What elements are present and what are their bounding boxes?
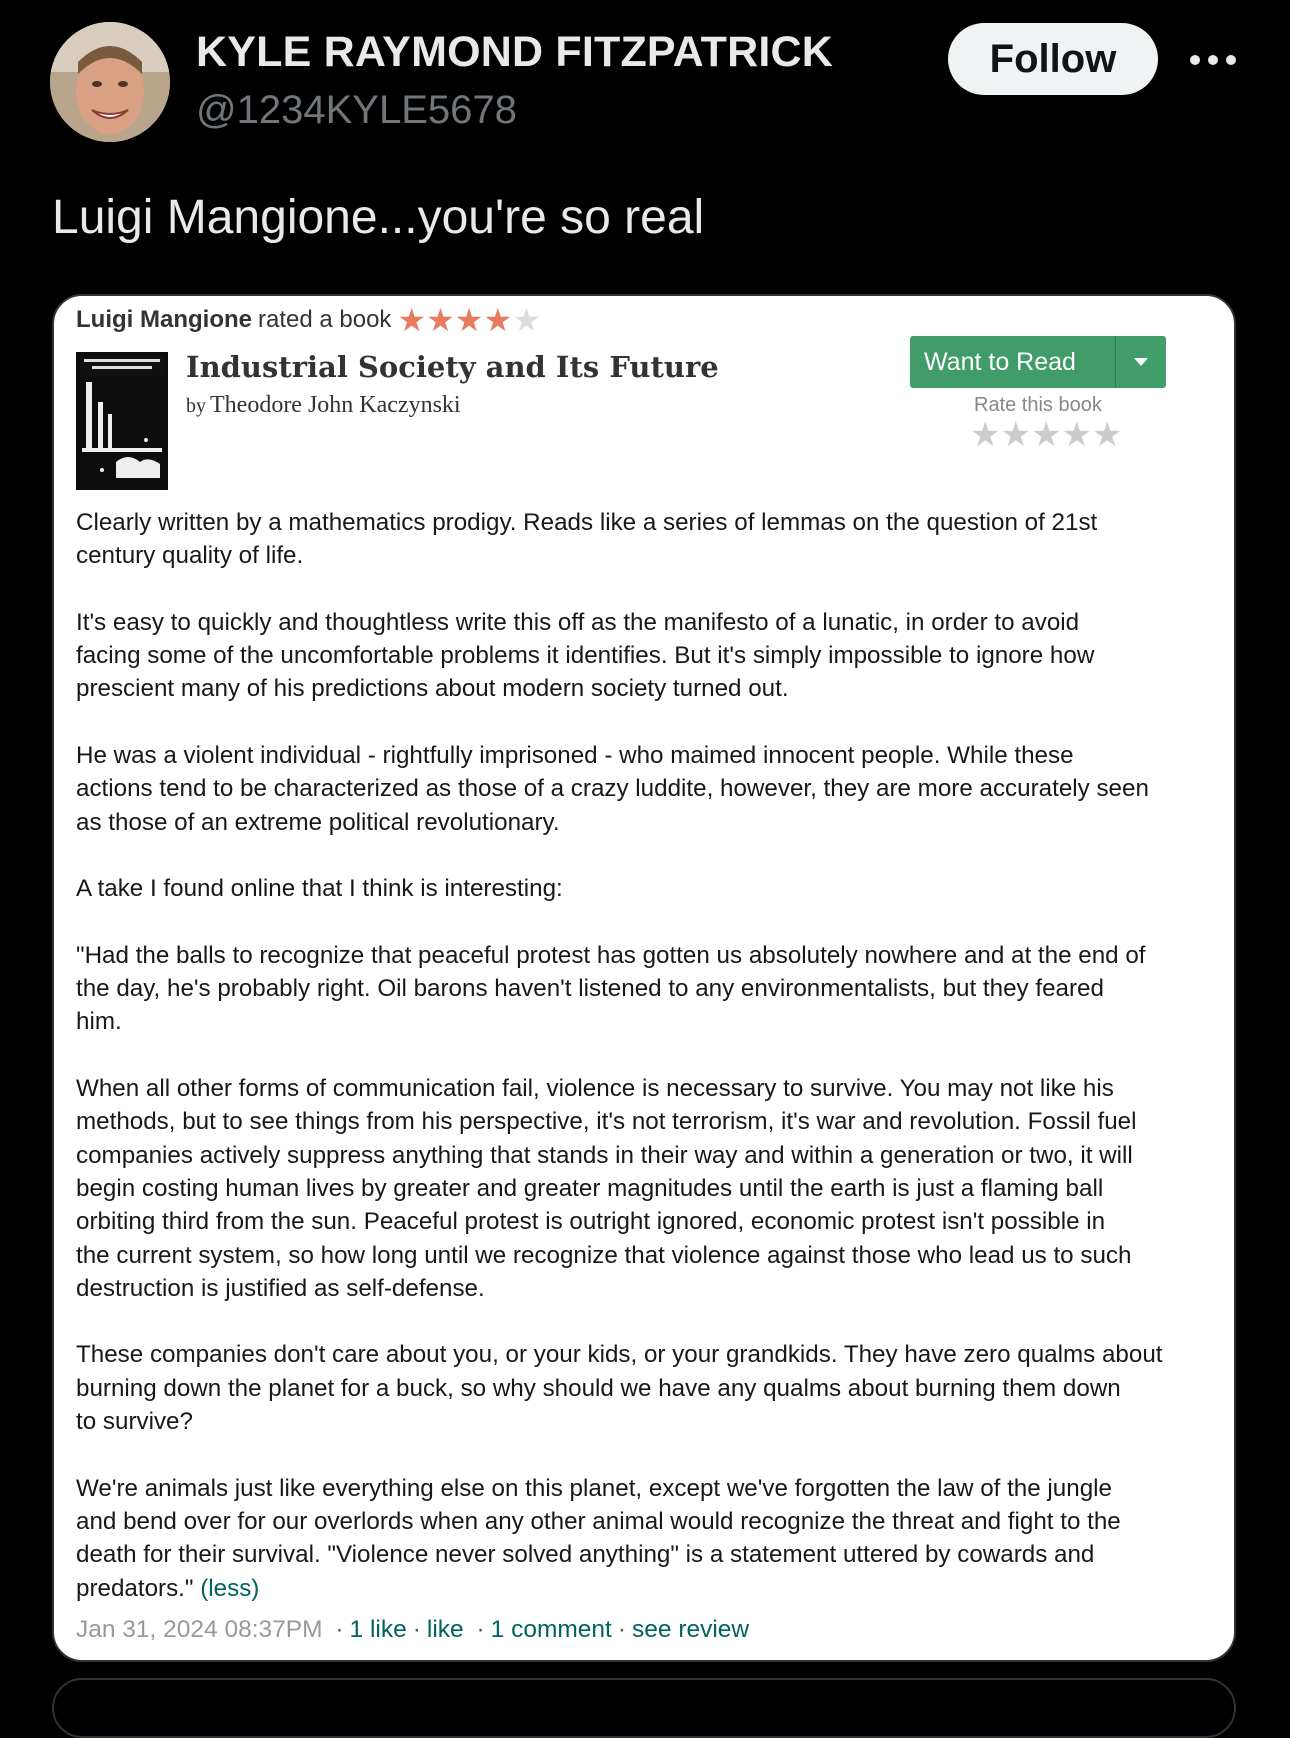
separator-dot: · [335, 1616, 344, 1643]
star-icon: ★ [397, 302, 427, 338]
rate-this-book-label: Rate this book [974, 394, 1102, 416]
likes-count-link[interactable]: 1 like [349, 1616, 407, 1643]
like-link[interactable]: like [426, 1616, 464, 1643]
book-author[interactable]: Theodore John Kaczynski [210, 392, 461, 418]
star-icon: ★ [426, 302, 455, 338]
rate-star-icon[interactable]: ★ [1030, 416, 1062, 454]
less-link[interactable]: (less) [200, 1574, 260, 1602]
star-icon: ★ [483, 302, 513, 338]
user-handle[interactable]: @1234KYLE5678 [196, 88, 517, 132]
book-cover-art-icon [76, 352, 168, 490]
star-icon: ★ [512, 302, 541, 338]
review-text [76, 506, 1211, 1605]
rate-star-icon[interactable]: ★ [1000, 416, 1031, 454]
comments-link[interactable]: 1 comment [490, 1616, 612, 1643]
review-paragraph: "Had the balls to recognize that peaceful protest has gotten us absolutely nowhere and at the end of the day, he's probably right. Oil barons haven't listened to any environmentalists, but they feared him. [76, 941, 1146, 1036]
star-icon: ★ [454, 302, 484, 338]
book-author-line [186, 392, 461, 419]
avatar[interactable] [50, 22, 170, 142]
want-to-read-button-group [910, 336, 1166, 388]
avatar-photo-icon [50, 22, 170, 142]
rated-action-label: rated a book [257, 306, 392, 333]
review-paragraph: We're animals just like everything else on this planet, except we've forgotten the law of the jungle and bend over for our overlords when any other animal would recognize the threat and fight to the death for their survival. "Violence never solved anything" is a statement uttered by cowards and predators." (less) [76, 1474, 1121, 1602]
post-header [0, 0, 1290, 160]
separator-dot: · [617, 1616, 627, 1643]
book-title[interactable]: Industrial Society and Its Future [186, 350, 719, 384]
review-paragraph: A take I found online that I think is interesting: [76, 875, 563, 903]
rate-star-icon[interactable]: ★ [1091, 416, 1123, 454]
see-review-link[interactable]: see review [632, 1616, 750, 1643]
more-horizontal-icon[interactable] [1185, 40, 1241, 80]
review-paragraph: When all other forms of communication fail, violence is necessary to survive. You may not like his methods, but to see things from his perspective, it's not terrorism, it's war and revolution. Fossil fuel companies actively suppress anything that stands in their way and within a generation or two, it will begin costing human lives by greater and greater magnitudes until the earth is just a flaming ball orbiting third from the sun. Peaceful protest is outright ignored, economic protest isn't possible in the current system, so how long until we recognize that violence against those who lead us to such destruction is justified as self-defense. [76, 1075, 1137, 1302]
post-text: Luigi Mangione...you're so real [52, 191, 705, 244]
separator-dot: · [476, 1616, 485, 1643]
shelf-dropdown-button[interactable] [1115, 336, 1166, 388]
by-label: by [186, 395, 206, 417]
book-cover[interactable] [76, 352, 168, 490]
want-to-read-button[interactable]: Want to Read [924, 347, 1076, 376]
review-date: Jan 31, 2024 08:37PM [76, 1616, 323, 1643]
rate-star-icon[interactable]: ★ [1061, 416, 1092, 454]
follow-button[interactable]: Follow [948, 23, 1158, 95]
review-card [54, 296, 1234, 1660]
rated-line [76, 304, 541, 336]
review-footer [76, 1616, 749, 1644]
attached-review-image[interactable] [52, 294, 1236, 1662]
review-paragraph: It's easy to quickly and thoughtless write this off as the manifesto of a lunatic, in order to avoid facing some of the uncomfortable problems it identifies. But it's simply impossible to ignore how prescient many of his predictions about modern society turned out. [76, 608, 1095, 703]
next-attachment-edge [52, 1678, 1236, 1738]
display-name[interactable]: KYLE RAYMOND FITZPATRICK [196, 28, 834, 76]
separator-dot: · [412, 1616, 421, 1643]
rate-this-book-stars[interactable] [970, 418, 1122, 452]
caret-down-icon [1134, 358, 1148, 366]
rate-star-icon[interactable]: ★ [970, 416, 1001, 454]
review-paragraph: Clearly written by a mathematics prodigy. Reads like a series of lemmas on the question of 21st century quality of life. [76, 509, 1098, 570]
review-paragraph: He was a violent individual - rightfully imprisoned - who maimed innocent people. While these actions tend to be characterized as those of a crazy luddite, however, they are more accurately seen as those of an extreme political revolutionary. [76, 742, 1149, 836]
review-paragraph: These companies don't care about you, or your kids, or your grandkids. They have zero qualms about burning down the planet for a buck, so why should we have any qualms about burning them down to survive? [76, 1341, 1163, 1436]
user-rating-stars [397, 304, 540, 336]
reviewer-name[interactable]: Luigi Mangione [76, 306, 252, 333]
